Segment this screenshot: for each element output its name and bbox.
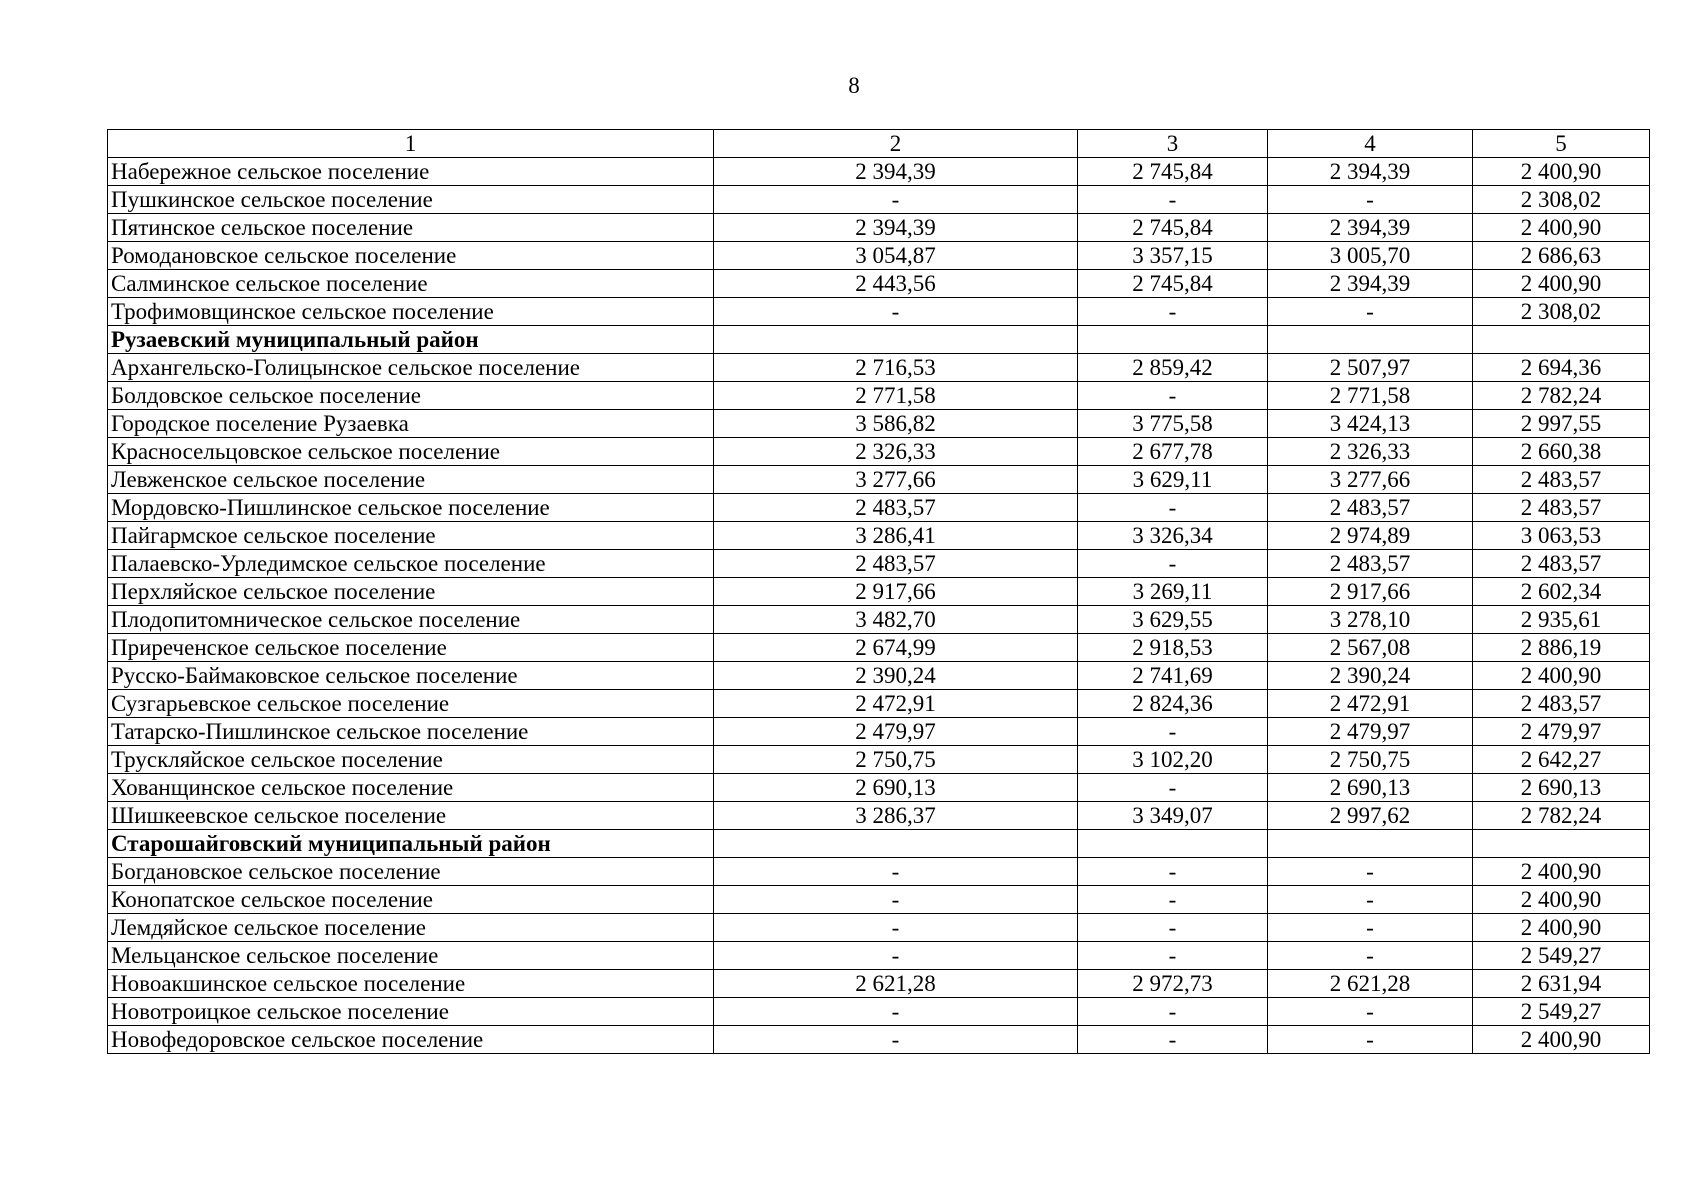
- value-cell-col4: 3 277,66: [1268, 466, 1473, 494]
- settlement-name-cell: Плодопитомническое сельское поселение: [108, 606, 714, 634]
- column-header-1: 1: [108, 130, 714, 158]
- settlement-name-cell: Салминское сельское поселение: [108, 270, 714, 298]
- value-cell-col5: 2 400,90: [1473, 914, 1650, 942]
- value-cell-col3: -: [1078, 942, 1268, 970]
- value-cell-col5: 2 483,57: [1473, 494, 1650, 522]
- column-header-5: 5: [1473, 130, 1650, 158]
- value-cell-col4: 2 750,75: [1268, 746, 1473, 774]
- table-row: [108, 550, 1650, 578]
- settlement-name-cell: Пушкинское сельское поселение: [108, 186, 714, 214]
- value-cell-col4: 2 974,89: [1268, 522, 1473, 550]
- value-cell-col4: 2 390,24: [1268, 662, 1473, 690]
- table-row: [108, 606, 1650, 634]
- value-cell-col3: -: [1078, 858, 1268, 886]
- value-cell-col2: 3 482,70: [714, 606, 1078, 634]
- value-cell-col5: 2 483,57: [1473, 466, 1650, 494]
- value-cell-col4: [1268, 830, 1473, 858]
- settlement-name-cell: Набережное сельское поселение: [108, 158, 714, 186]
- value-cell-col5: 3 063,53: [1473, 522, 1650, 550]
- table-row: [108, 718, 1650, 746]
- table-row: [108, 410, 1650, 438]
- settlement-name-cell: Русско-Баймаковское сельское поселение: [108, 662, 714, 690]
- value-cell-col3: 2 859,42: [1078, 354, 1268, 382]
- value-cell-col3: 2 741,69: [1078, 662, 1268, 690]
- table-row: [108, 438, 1650, 466]
- table-row: [108, 522, 1650, 550]
- value-cell-col5: 2 549,27: [1473, 942, 1650, 970]
- group-header-row: [108, 326, 1650, 354]
- value-cell-col2: 3 277,66: [714, 466, 1078, 494]
- value-cell-col3: -: [1078, 382, 1268, 410]
- value-cell-col5: 2 782,24: [1473, 382, 1650, 410]
- value-cell-col2: 2 674,99: [714, 634, 1078, 662]
- value-cell-col3: 2 972,73: [1078, 970, 1268, 998]
- value-cell-col2: -: [714, 914, 1078, 942]
- value-cell-col4: 2 479,97: [1268, 718, 1473, 746]
- value-cell-col5: 2 483,57: [1473, 550, 1650, 578]
- settlement-name-cell: Болдовское сельское поселение: [108, 382, 714, 410]
- settlement-name-cell: Хованщинское сельское поселение: [108, 774, 714, 802]
- table-row: [108, 158, 1650, 186]
- settlement-name-cell: Трофимовщинское сельское поселение: [108, 298, 714, 326]
- value-cell-col4: -: [1268, 858, 1473, 886]
- value-cell-col3: 3 349,07: [1078, 802, 1268, 830]
- value-cell-col3: 2 745,84: [1078, 270, 1268, 298]
- value-cell-col2: 2 390,24: [714, 662, 1078, 690]
- value-cell-col2: 3 586,82: [714, 410, 1078, 438]
- table-row: [108, 382, 1650, 410]
- value-cell-col2: 2 917,66: [714, 578, 1078, 606]
- value-cell-col2: 2 750,75: [714, 746, 1078, 774]
- value-cell-col4: -: [1268, 886, 1473, 914]
- value-cell-col3: -: [1078, 186, 1268, 214]
- value-cell-col5: 2 782,24: [1473, 802, 1650, 830]
- table-row: [108, 662, 1650, 690]
- value-cell-col2: -: [714, 298, 1078, 326]
- value-cell-col2: 2 394,39: [714, 214, 1078, 242]
- value-cell-col4: 3 278,10: [1268, 606, 1473, 634]
- value-cell-col4: 2 621,28: [1268, 970, 1473, 998]
- settlement-name-cell: Лемдяйское сельское поселение: [108, 914, 714, 942]
- value-cell-col5: 2 308,02: [1473, 186, 1650, 214]
- value-cell-col3: -: [1078, 886, 1268, 914]
- settlement-name-cell: Пайгармское сельское поселение: [108, 522, 714, 550]
- value-cell-col5: 2 483,57: [1473, 690, 1650, 718]
- group-header-row: [108, 830, 1650, 858]
- value-cell-col3: 2 745,84: [1078, 214, 1268, 242]
- settlement-name-cell: Архангельско-Голицынское сельское поселение: [108, 354, 714, 382]
- value-cell-col3: 2 677,78: [1078, 438, 1268, 466]
- value-cell-col4: 2 326,33: [1268, 438, 1473, 466]
- value-cell-col5: [1473, 326, 1650, 354]
- value-cell-col5: 2 642,27: [1473, 746, 1650, 774]
- value-cell-col5: 2 400,90: [1473, 214, 1650, 242]
- settlement-name-cell: Мельцанское сельское поселение: [108, 942, 714, 970]
- value-cell-col5: 2 694,36: [1473, 354, 1650, 382]
- district-name-cell: Старошайговский муниципальный район: [108, 830, 714, 858]
- value-cell-col2: 2 443,56: [714, 270, 1078, 298]
- value-cell-col5: 2 400,90: [1473, 270, 1650, 298]
- table-row: [108, 914, 1650, 942]
- value-cell-col4: 2 997,62: [1268, 802, 1473, 830]
- table-row: [108, 578, 1650, 606]
- value-cell-col2: 2 483,57: [714, 494, 1078, 522]
- value-cell-col3: [1078, 830, 1268, 858]
- value-cell-col2: -: [714, 858, 1078, 886]
- value-cell-col3: -: [1078, 550, 1268, 578]
- value-cell-col3: 3 629,11: [1078, 466, 1268, 494]
- value-cell-col2: 3 286,37: [714, 802, 1078, 830]
- page-number: 8: [848, 73, 860, 98]
- value-cell-col5: 2 400,90: [1473, 886, 1650, 914]
- table-row: [108, 354, 1650, 382]
- value-cell-col5: 2 602,34: [1473, 578, 1650, 606]
- value-cell-col2: 2 716,53: [714, 354, 1078, 382]
- settlement-name-cell: Красносельцовское сельское поселение: [108, 438, 714, 466]
- value-cell-col5: 2 479,97: [1473, 718, 1650, 746]
- value-cell-col2: -: [714, 942, 1078, 970]
- value-cell-col3: -: [1078, 998, 1268, 1026]
- value-cell-col5: 2 400,90: [1473, 858, 1650, 886]
- table-row: [108, 942, 1650, 970]
- value-cell-col3: [1078, 326, 1268, 354]
- table-row: [108, 1026, 1650, 1054]
- value-cell-col2: 2 394,39: [714, 158, 1078, 186]
- settlement-name-cell: Городское поселение Рузаевка: [108, 410, 714, 438]
- value-cell-col4: -: [1268, 298, 1473, 326]
- value-cell-col3: 3 269,11: [1078, 578, 1268, 606]
- table-row: [108, 466, 1650, 494]
- value-cell-col2: 2 690,13: [714, 774, 1078, 802]
- value-cell-col4: 3 424,13: [1268, 410, 1473, 438]
- table-row: [108, 802, 1650, 830]
- value-cell-col5: 2 400,90: [1473, 662, 1650, 690]
- value-cell-col3: 3 326,34: [1078, 522, 1268, 550]
- value-cell-col4: 2 771,58: [1268, 382, 1473, 410]
- table-row: [108, 242, 1650, 270]
- value-cell-col4: -: [1268, 942, 1473, 970]
- settlement-name-cell: Новотроицкое сельское поселение: [108, 998, 714, 1026]
- settlement-name-cell: Приреченское сельское поселение: [108, 634, 714, 662]
- value-cell-col3: -: [1078, 298, 1268, 326]
- table-row: [108, 746, 1650, 774]
- table-body: [108, 158, 1650, 1054]
- value-cell-col4: 2 483,57: [1268, 550, 1473, 578]
- value-cell-col3: -: [1078, 494, 1268, 522]
- value-cell-col2: -: [714, 886, 1078, 914]
- value-cell-col4: -: [1268, 1026, 1473, 1054]
- settlement-name-cell: Татарско-Пишлинское сельское поселение: [108, 718, 714, 746]
- settlement-name-cell: Мордовско-Пишлинское сельское поселение: [108, 494, 714, 522]
- value-cell-col4: [1268, 326, 1473, 354]
- value-cell-col2: 2 479,97: [714, 718, 1078, 746]
- value-cell-col5: [1473, 830, 1650, 858]
- value-cell-col4: 2 483,57: [1268, 494, 1473, 522]
- value-cell-col3: -: [1078, 718, 1268, 746]
- value-cell-col4: 2 472,91: [1268, 690, 1473, 718]
- value-cell-col3: 3 357,15: [1078, 242, 1268, 270]
- column-header-3: 3: [1078, 130, 1268, 158]
- value-cell-col2: 3 286,41: [714, 522, 1078, 550]
- table-row: [108, 690, 1650, 718]
- value-cell-col3: -: [1078, 1026, 1268, 1054]
- settlement-name-cell: Перхляйское сельское поселение: [108, 578, 714, 606]
- value-cell-col2: 2 483,57: [714, 550, 1078, 578]
- value-cell-col2: 2 326,33: [714, 438, 1078, 466]
- value-cell-col3: 2 918,53: [1078, 634, 1268, 662]
- value-cell-col4: 3 005,70: [1268, 242, 1473, 270]
- header-row: [108, 130, 1650, 158]
- table-row: [108, 998, 1650, 1026]
- district-name-cell: Рузаевский муниципальный район: [108, 326, 714, 354]
- value-cell-col5: 2 400,90: [1473, 158, 1650, 186]
- value-cell-col5: 2 308,02: [1473, 298, 1650, 326]
- value-cell-col4: -: [1268, 998, 1473, 1026]
- settlement-name-cell: Ромодановское сельское поселение: [108, 242, 714, 270]
- value-cell-col5: 2 549,27: [1473, 998, 1650, 1026]
- value-cell-col5: 2 631,94: [1473, 970, 1650, 998]
- value-cell-col4: 2 567,08: [1268, 634, 1473, 662]
- value-cell-col4: -: [1268, 914, 1473, 942]
- settlement-name-cell: Новофедоровское сельское поселение: [108, 1026, 714, 1054]
- value-cell-col5: 2 935,61: [1473, 606, 1650, 634]
- value-cell-col5: 2 686,63: [1473, 242, 1650, 270]
- value-cell-col2: [714, 326, 1078, 354]
- settlement-name-cell: Левженское сельское поселение: [108, 466, 714, 494]
- value-cell-col5: 2 997,55: [1473, 410, 1650, 438]
- table-row: [108, 270, 1650, 298]
- table-header: [108, 130, 1650, 158]
- table-row: [108, 858, 1650, 886]
- value-cell-col3: -: [1078, 914, 1268, 942]
- value-cell-col2: [714, 830, 1078, 858]
- value-cell-col5: 2 660,38: [1473, 438, 1650, 466]
- value-cell-col4: 2 507,97: [1268, 354, 1473, 382]
- table-row: [108, 774, 1650, 802]
- settlement-name-cell: Палаевско-Урледимское сельское поселение: [108, 550, 714, 578]
- value-cell-col4: 2 394,39: [1268, 158, 1473, 186]
- table-row: [108, 970, 1650, 998]
- settlement-name-cell: Новоакшинское сельское поселение: [108, 970, 714, 998]
- value-cell-col2: 2 771,58: [714, 382, 1078, 410]
- value-cell-col5: 2 400,90: [1473, 1026, 1650, 1054]
- column-header-2: 2: [714, 130, 1078, 158]
- table-row: [108, 186, 1650, 214]
- settlement-name-cell: Сузгарьевское сельское поселение: [108, 690, 714, 718]
- settlement-name-cell: Трускляйское сельское поселение: [108, 746, 714, 774]
- table-row: [108, 886, 1650, 914]
- table-row: [108, 298, 1650, 326]
- value-cell-col4: 2 394,39: [1268, 214, 1473, 242]
- value-cell-col2: -: [714, 998, 1078, 1026]
- value-cell-col4: -: [1268, 186, 1473, 214]
- value-cell-col3: 3 629,55: [1078, 606, 1268, 634]
- value-cell-col3: 3 775,58: [1078, 410, 1268, 438]
- value-cell-col5: 2 886,19: [1473, 634, 1650, 662]
- settlement-name-cell: Пятинское сельское поселение: [108, 214, 714, 242]
- value-cell-col3: 3 102,20: [1078, 746, 1268, 774]
- value-cell-col2: 2 621,28: [714, 970, 1078, 998]
- value-cell-col3: 2 824,36: [1078, 690, 1268, 718]
- settlement-name-cell: Шишкеевское сельское поселение: [108, 802, 714, 830]
- value-cell-col2: -: [714, 186, 1078, 214]
- value-cell-col4: 2 917,66: [1268, 578, 1473, 606]
- data-table: [107, 129, 1650, 1054]
- value-cell-col4: 2 690,13: [1268, 774, 1473, 802]
- value-cell-col2: 2 472,91: [714, 690, 1078, 718]
- value-cell-col5: 2 690,13: [1473, 774, 1650, 802]
- value-cell-col2: 3 054,87: [714, 242, 1078, 270]
- value-cell-col3: -: [1078, 774, 1268, 802]
- value-cell-col2: -: [714, 1026, 1078, 1054]
- column-header-4: 4: [1268, 130, 1473, 158]
- settlement-name-cell: Богдановское сельское поселение: [108, 858, 714, 886]
- value-cell-col3: 2 745,84: [1078, 158, 1268, 186]
- settlement-name-cell: Конопатское сельское поселение: [108, 886, 714, 914]
- table-row: [108, 214, 1650, 242]
- table-row: [108, 634, 1650, 662]
- value-cell-col4: 2 394,39: [1268, 270, 1473, 298]
- table-row: [108, 494, 1650, 522]
